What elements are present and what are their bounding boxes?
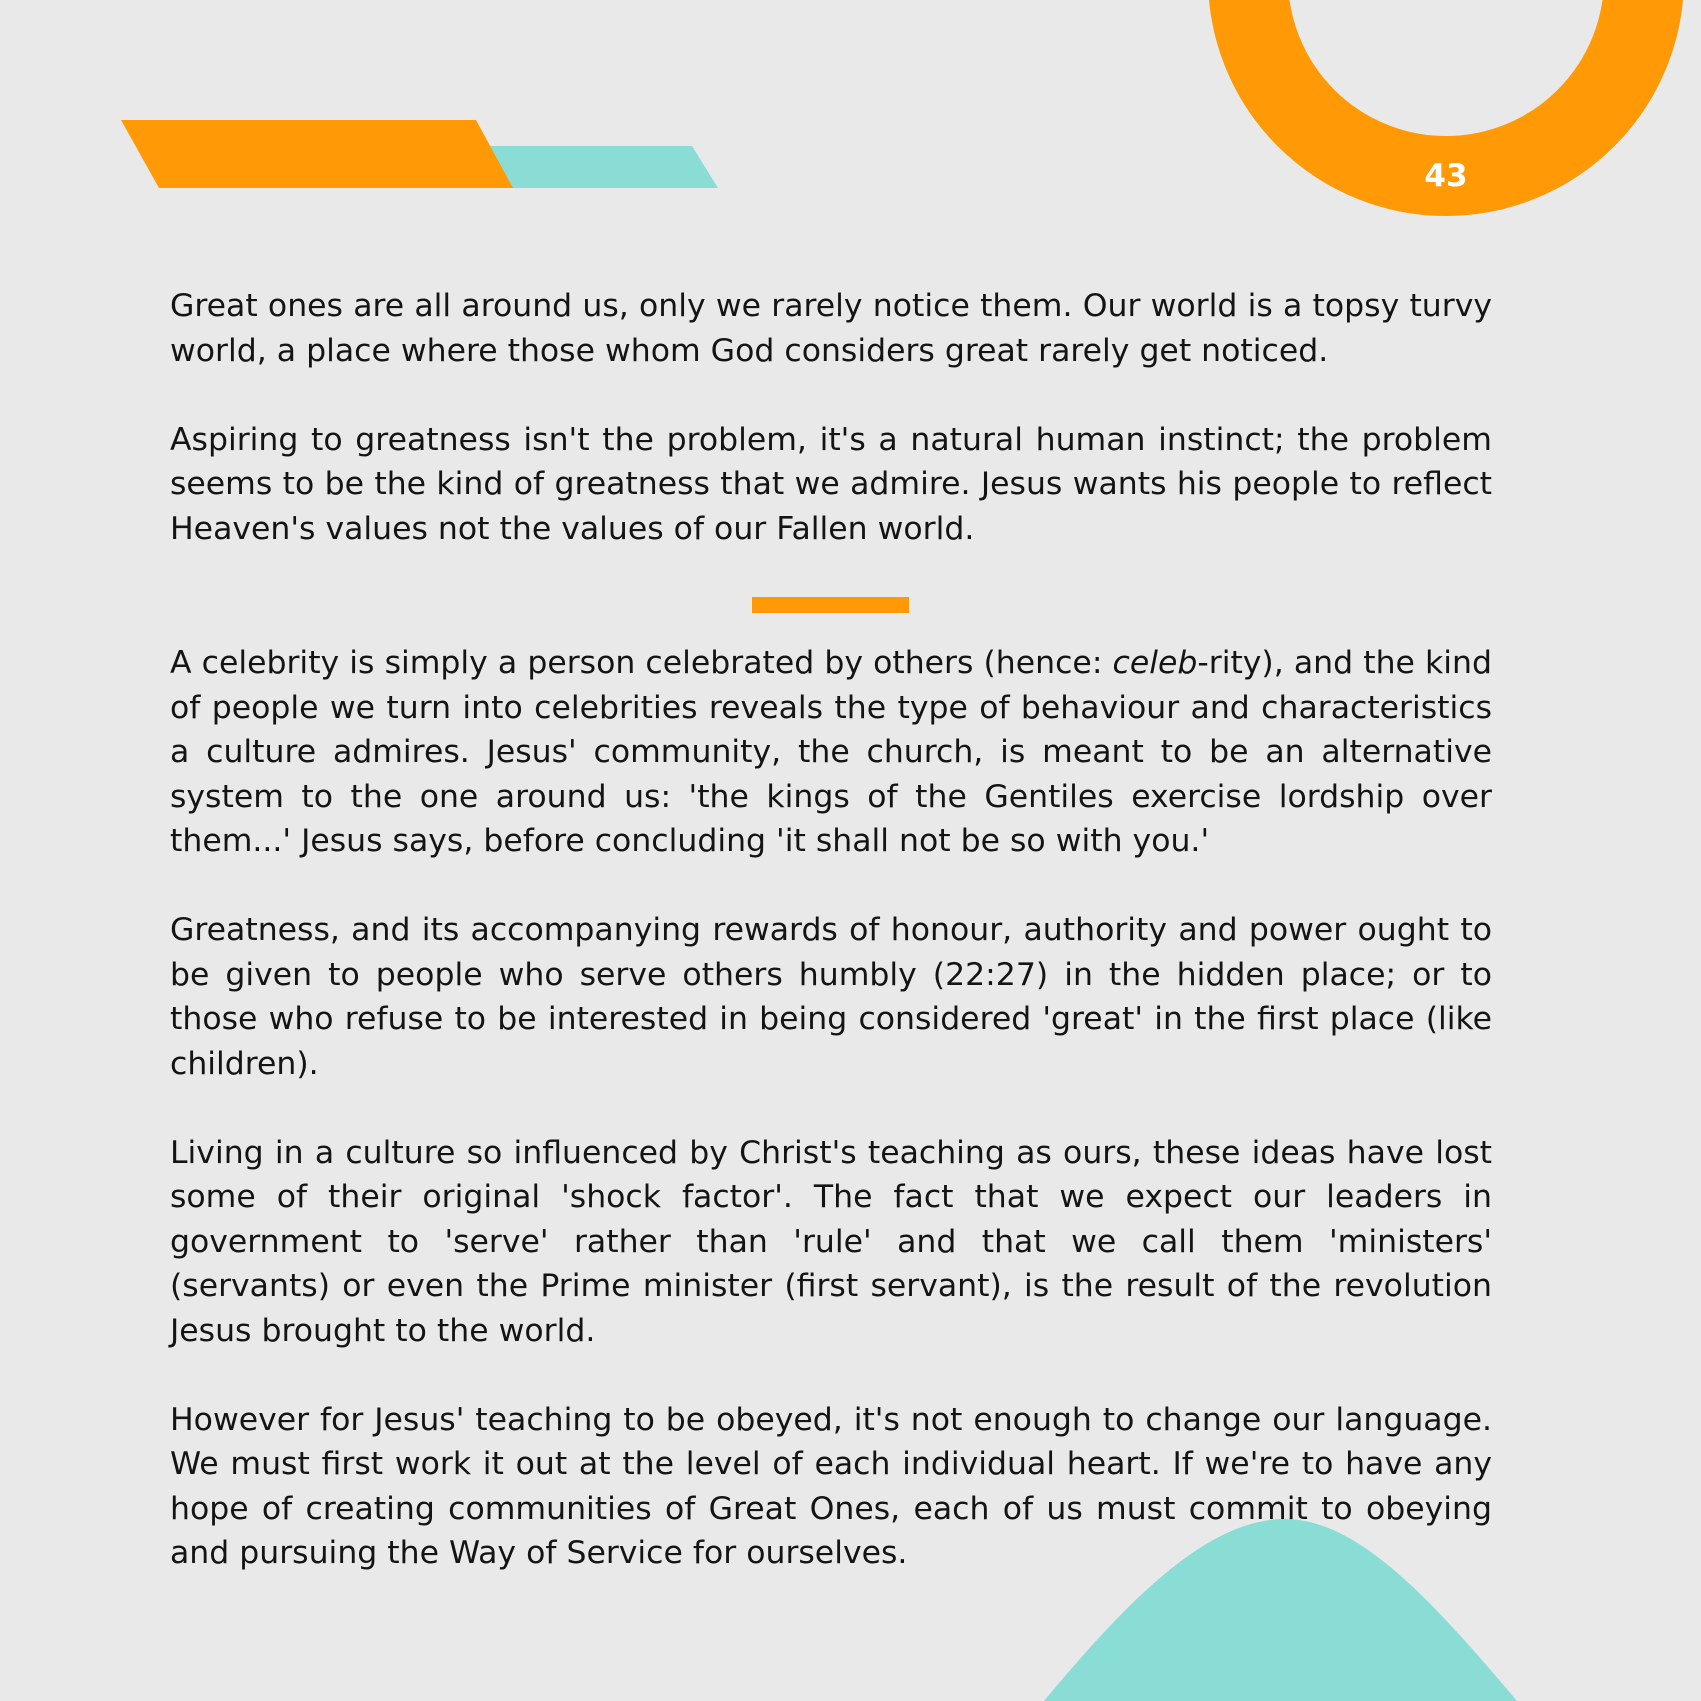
greatness-paragraph: Greatness, and its accompanying rewards of honour, authority and power ought to be given to people who serve others humbly (22:27) in the hidden place; or to those who refuse to be interested in being considered 'great' in the first place (like children). <box>170 912 1492 1082</box>
celebrity-text-after: -rity), and the kind of people we turn into celebrities reveals the type of behaviour and characteristics a culture admires. Jesus' community, the church, is meant to be an alternative system to the one around us: 'the kings of the Gentiles exercise lordship over them...' Jesus says, before concluding 'it shall not be so with you.' <box>170 645 1492 859</box>
body-text-block <box>170 641 1492 1576</box>
intro-text-block <box>170 284 1492 551</box>
page-number: 43 <box>1424 158 1468 194</box>
intro-paragraph-2: Aspiring to greatness isn't the problem, it's a natural human instinct; the problem seems to be the kind of greatness that we admire. Jesus wants his people to reflect Heaven's values not the values of our Fallen world. <box>170 421 1492 547</box>
celebrity-emphasis: celeb <box>1112 645 1198 681</box>
intro-paragraph-1: Great ones are all around us, only we rarely notice them. Our world is a topsy turvy world, a place where those whom God considers great rarely get noticed. <box>170 288 1492 369</box>
celebrity-text-before: A celebrity is simply a person celebrated by others (hence: <box>170 645 1113 681</box>
celebrity-paragraph <box>170 641 1492 864</box>
section-divider <box>752 597 909 613</box>
culture-paragraph: Living in a culture so influenced by Christ's teaching as ours, these ideas have lost some of their original 'shock factor'. The fact that we expect our leaders in government to 'serve' rather than 'rule' and that we call them 'ministers' (servants) or even the Prime minister (first servant), is the result of the revolution Jesus brought to the world. <box>170 1134 1492 1349</box>
service-paragraph: However for Jesus' teaching to be obeyed, it's not enough to change our language. We must first work it out at the level of each individual heart. If we're to have any hope of creating communities of Great Ones, each of us must commit to obeying and pursuing the Way of Service for ourselves. <box>170 1401 1492 1571</box>
